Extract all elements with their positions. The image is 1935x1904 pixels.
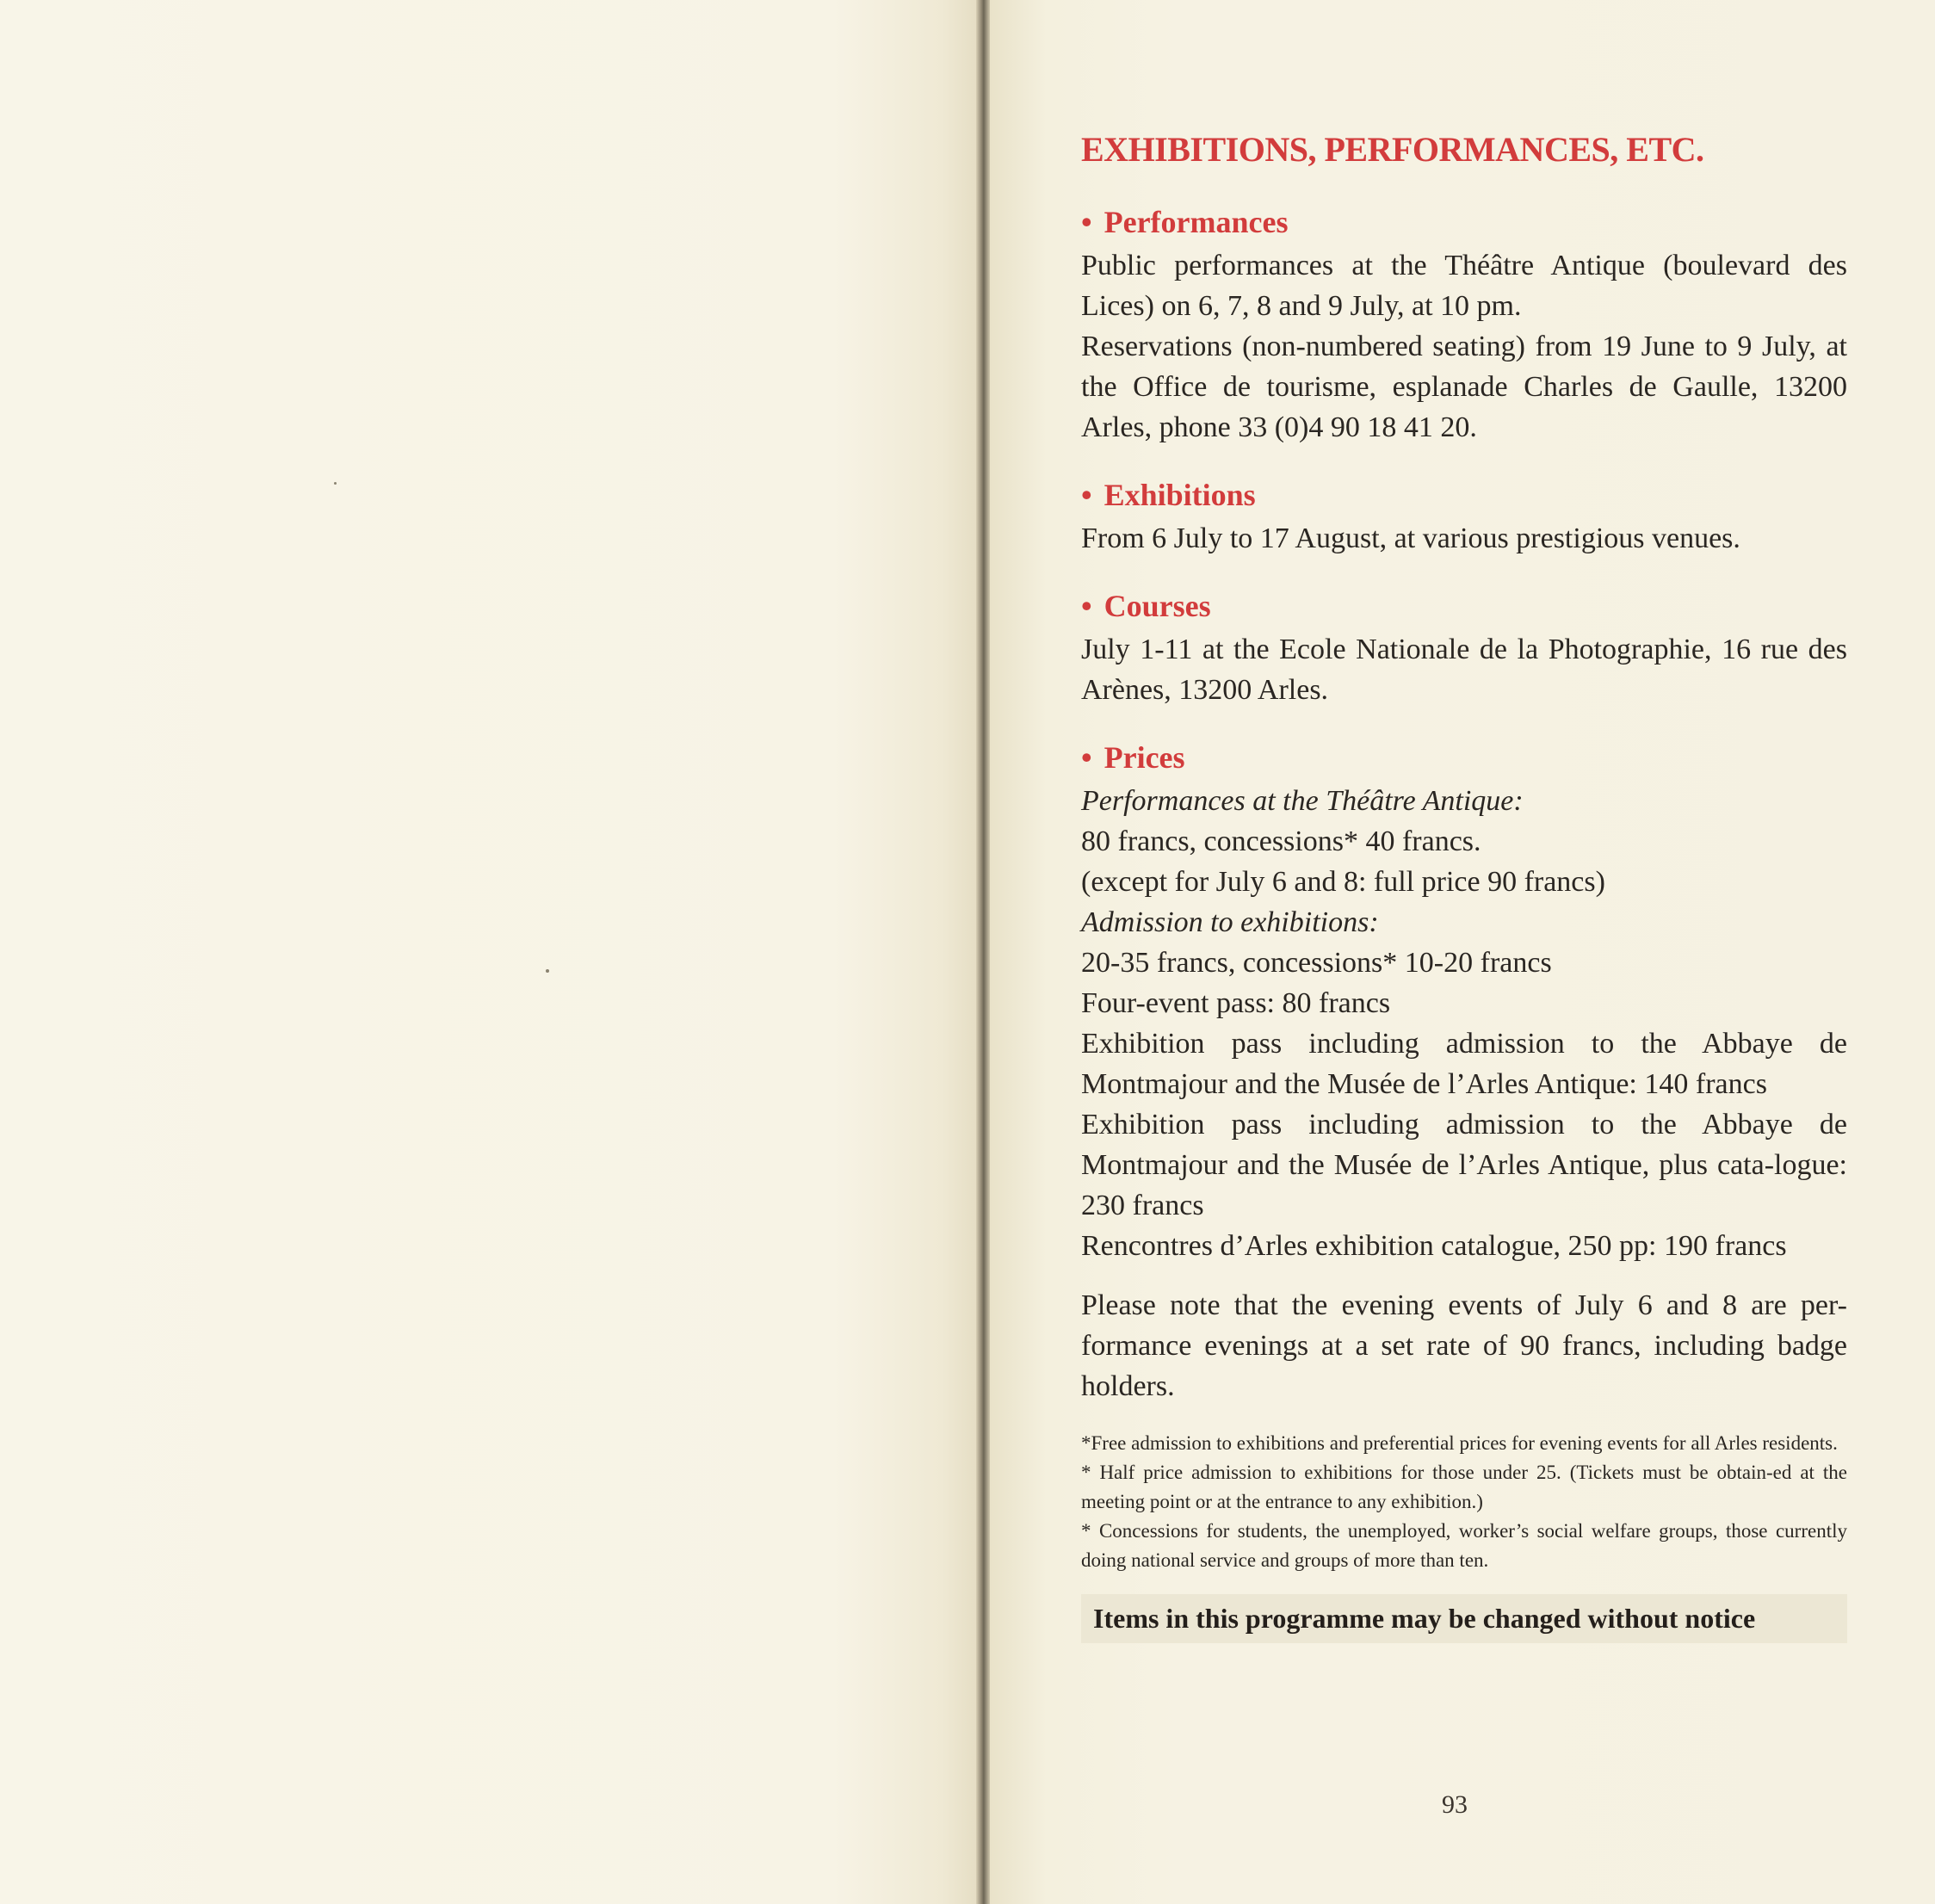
- price-category-label: Performances at the Théâtre Antique:: [1081, 785, 1524, 817]
- price-line: Exhibition pass including admission to the Abbaye de Montmajour and the Musée de l’Arles Antique, plus cata-logue: 230 francs: [1081, 1109, 1847, 1221]
- section-heading: • Performances: [1081, 205, 1289, 239]
- paragraph: From 6 July to 17 August, at various prestigious venues.: [1081, 522, 1740, 554]
- bullet-icon: •: [1081, 740, 1092, 775]
- bullet-icon: •: [1081, 205, 1092, 239]
- bullet-icon: •: [1081, 589, 1092, 623]
- change-notice: Items in this programme may be changed without notice: [1081, 1594, 1847, 1643]
- evening-events-note: Please note that the evening events of July 6 and 8 are per-formance evenings at a set rate of 90 francs, including badge holders.: [1081, 1289, 1847, 1402]
- price-line: 80 francs, concessions* 40 francs.: [1081, 825, 1481, 857]
- paragraph: Public performances at the Théâtre Antique (boulevard des Lices) on 6, 7, 8 and 9 July, at 10 pm.: [1081, 250, 1847, 322]
- price-category-label: Admission to exhibitions:: [1081, 906, 1379, 938]
- price-line: Four-event pass: 80 francs: [1081, 987, 1391, 1019]
- price-line: 20-35 francs, concessions* 10-20 francs: [1081, 947, 1552, 979]
- page-title: EXHIBITIONS, PERFORMANCES, ETC.: [1081, 130, 1704, 169]
- bullet-icon: •: [1081, 478, 1092, 512]
- section-exhibitions: [1081, 477, 1847, 559]
- paragraph: Reservations (non-numbered seating) from 19 June to 9 July, at the Office de tourisme, esplanade Charles de Gaulle, 13200 Arles, phone 33 (0)4 90 18 41 20.: [1081, 331, 1847, 443]
- section-heading: • Prices: [1081, 740, 1185, 775]
- page-number: 93: [1442, 1790, 1468, 1819]
- footnotes: [1081, 1429, 1847, 1575]
- footnote: * Concessions for students, the unemployed, worker’s social welfare groups, those currently doing national service and groups of more than ten.: [1081, 1520, 1847, 1571]
- price-line: Exhibition pass including admission to the Abbaye de Montmajour and the Musée de l’Arles Antique: 140 francs: [1081, 1028, 1847, 1100]
- paper-speck: [334, 482, 337, 485]
- book-gutter: [976, 0, 990, 1904]
- footnote: *Free admission to exhibitions and preferential prices for evening events for all Arles residents.: [1081, 1432, 1838, 1454]
- section-prices: [1081, 739, 1847, 1266]
- section-performances: [1081, 204, 1847, 448]
- price-line: (except for July 6 and 8: full price 90 francs): [1081, 866, 1605, 898]
- page-content: [1081, 129, 1847, 1643]
- paragraph: July 1-11 at the Ecole Nationale de la Photographie, 16 rue des Arènes, 13200 Arles.: [1081, 634, 1847, 706]
- paper-speck: [546, 969, 549, 973]
- section-courses: [1081, 588, 1847, 710]
- section-heading: • Exhibitions: [1081, 478, 1256, 512]
- section-heading: • Courses: [1081, 589, 1211, 623]
- footnote: * Half price admission to exhibitions for those under 25. (Tickets must be obtain-ed at the meeting point or at the entrance to any exhibition.): [1081, 1462, 1847, 1512]
- price-line: Rencontres d’Arles exhibition catalogue, 250 pp: 190 francs: [1081, 1230, 1787, 1262]
